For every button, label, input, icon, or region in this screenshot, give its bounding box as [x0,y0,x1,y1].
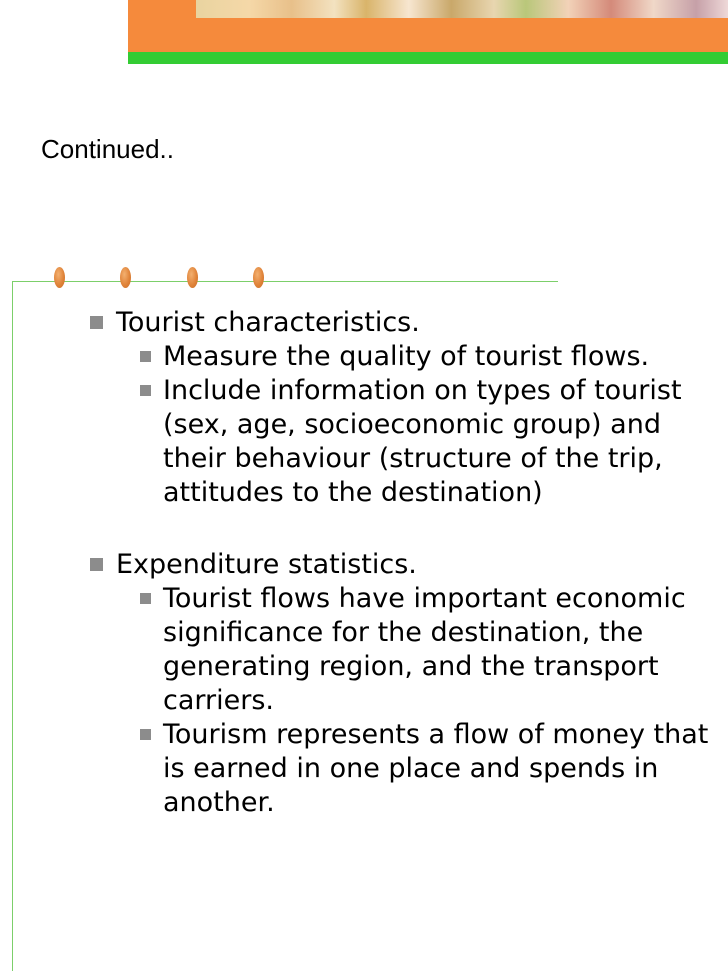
square-bullet-icon [140,351,151,362]
divider-dot [187,267,198,288]
square-bullet-icon [140,729,151,740]
banner-green-bar [128,52,728,64]
sub-bullet-item [86,582,716,718]
square-bullet-icon [90,558,103,571]
banner-photo-strip [196,0,728,18]
square-bullet-icon [90,316,103,329]
sub-bullet-text: Measure the quality of tourist flows. [163,341,650,372]
divider-vertical-line [12,281,13,971]
square-bullet-icon [140,385,151,396]
bullet-list [86,306,716,820]
bullet-item [86,548,716,582]
bullet-text: Expenditure statistics. [116,549,417,580]
bullet-item [86,306,716,340]
bullet-text: Tourist characteristics. [116,307,420,338]
divider-dot [54,267,65,288]
divider-horizontal-line [12,281,558,282]
sub-bullet-item [86,718,716,820]
sub-bullet-text: Tourism represents a flow of money that is earned in one place and spends in another. [163,719,709,818]
square-bullet-icon [140,593,151,604]
slide-title: Continued.. [41,134,174,164]
sub-bullet-text: Tourist flows have important economic significance for the destination, the generating region, and the transport carriers. [163,583,686,716]
divider-dot [253,267,264,288]
divider-dot [120,267,131,288]
sub-bullet-item [86,340,716,374]
sub-bullet-text: Include information on types of tourist (sex, age, socioeconomic group) and their behaviour (structure of the trip, attitudes to the destination) [163,375,682,508]
sub-bullet-item [86,374,716,510]
